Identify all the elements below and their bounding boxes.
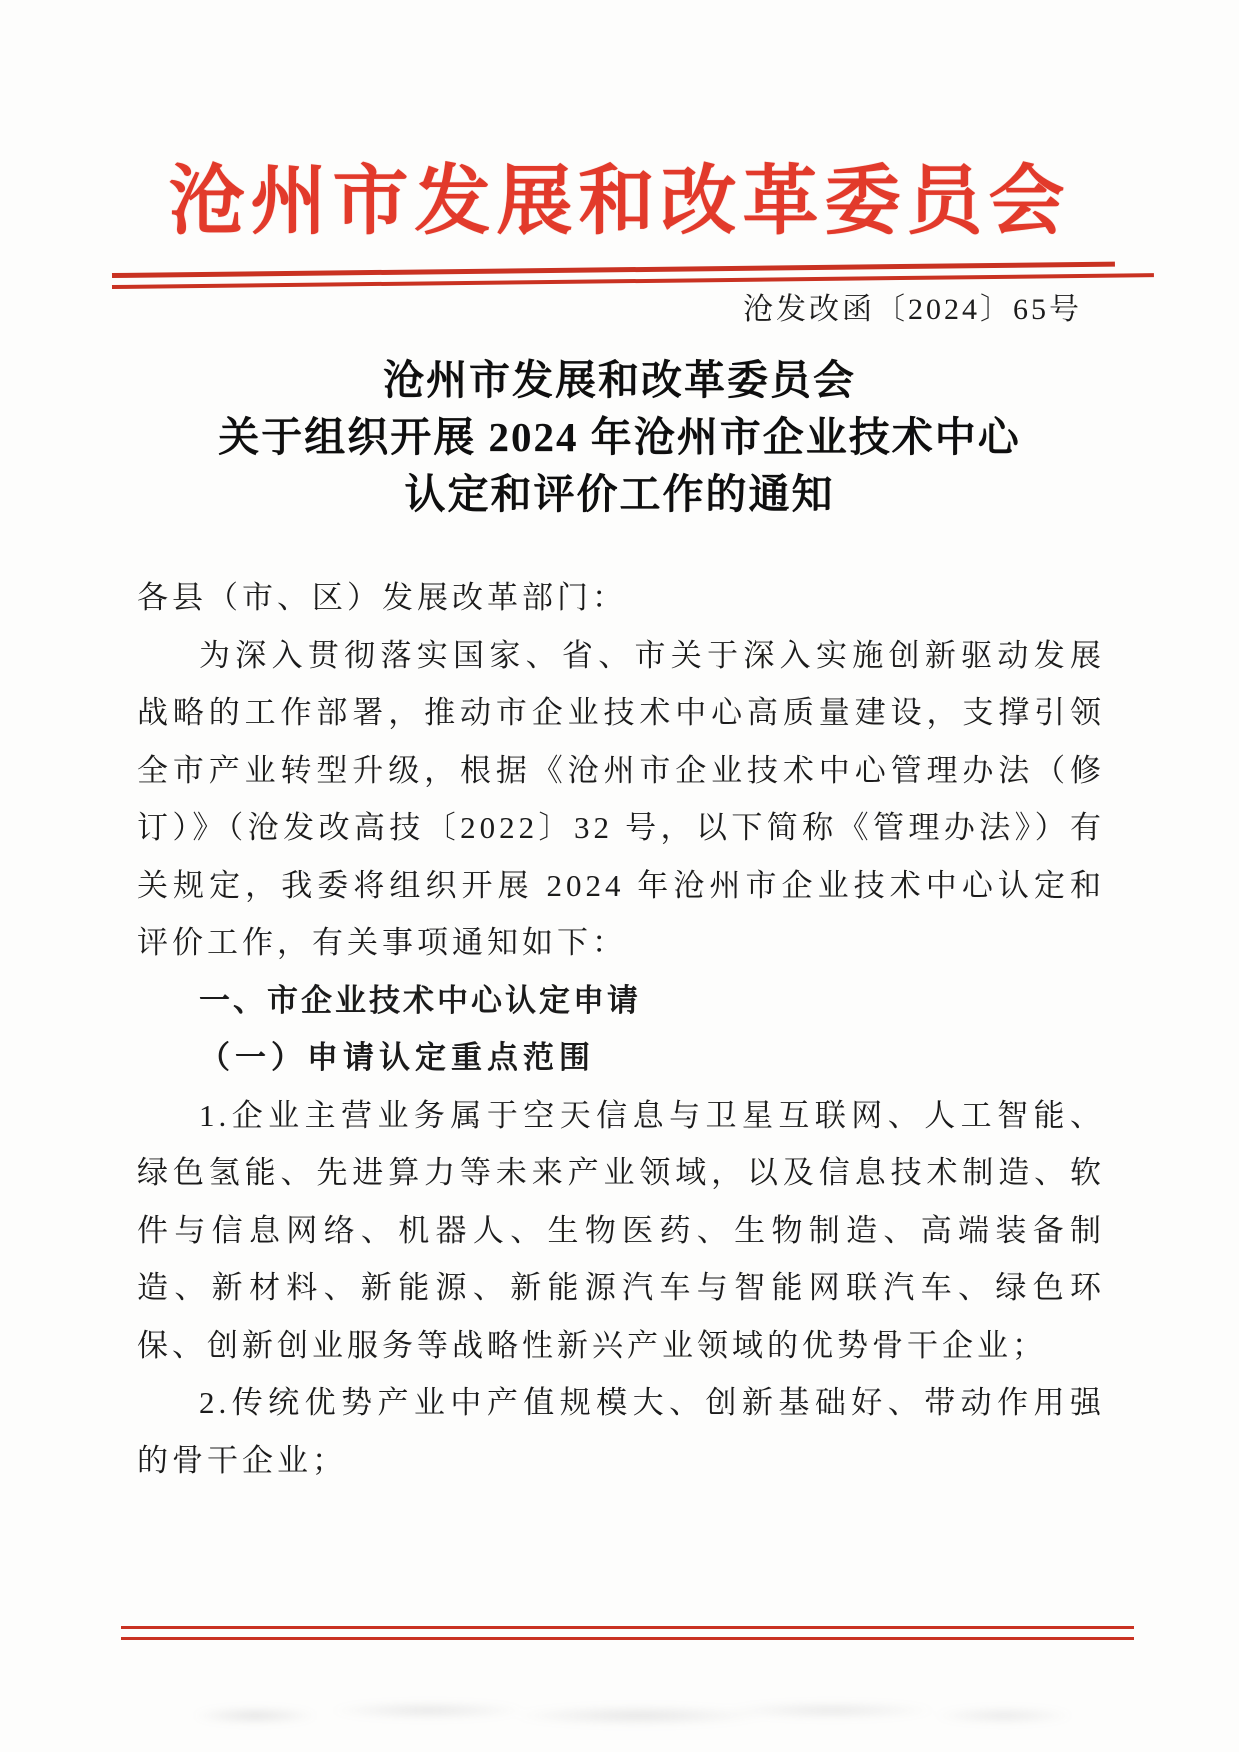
document-body bbox=[137, 569, 1105, 1489]
list-item-1: 1.企业主营业务属于空天信息与卫星互联网、人工智能、绿色氢能、先进算力等未来产业领域，以及信息技术制造、软件与信息网络、机器人、生物医药、生物制造、高端装备制造、新材料、新能源、新能源汽车与智能网联汽车、绿色环保、创新创业服务等战略性新兴产业领域的优势骨干企业； bbox=[137, 1097, 1105, 1363]
list-item-2: 2.传统优势产业中产值规模大、创新基础好、带动作用强的骨干企业； bbox=[137, 1385, 1105, 1478]
document-number: 沧发改函〔2024〕65号 bbox=[743, 293, 1082, 326]
page-bleed-through bbox=[140, 1688, 1100, 1738]
subsection-heading: （一）申请认定重点范围 bbox=[199, 1040, 595, 1075]
title-line-1: 沧州市发展和改革委员会 bbox=[383, 357, 856, 403]
footer-rule-top bbox=[121, 1626, 1134, 1629]
agency-masthead: 沧州市发展和改革委员会 bbox=[168, 160, 1071, 244]
document-title bbox=[67, 352, 1172, 523]
title-line-2: 关于组织开展 2024 年沧州市企业技术中心 bbox=[218, 414, 1021, 460]
title-line-3: 认定和评价工作的通知 bbox=[404, 471, 835, 517]
section-heading: 一、市企业技术中心认定申请 bbox=[199, 982, 641, 1018]
salutation: 各县（市、区）发展改革部门： bbox=[137, 580, 627, 615]
intro-paragraph: 为深入贯彻落实国家、省、市关于深入实施创新驱动发展战略的工作部署，推动市企业技术中心高质量建设，支撑引领全市产业转型升级，根据《沧州市企业技术中心管理办法（修订）》（沧发改高技〔2022〕32 号，以下简称《管理办法》）有关规定，我委将组织开展 2024 年沧州市企业技术中心认定和评价工作，有关事项通知如下： bbox=[137, 637, 1105, 960]
footer-rule-bottom bbox=[121, 1637, 1134, 1640]
